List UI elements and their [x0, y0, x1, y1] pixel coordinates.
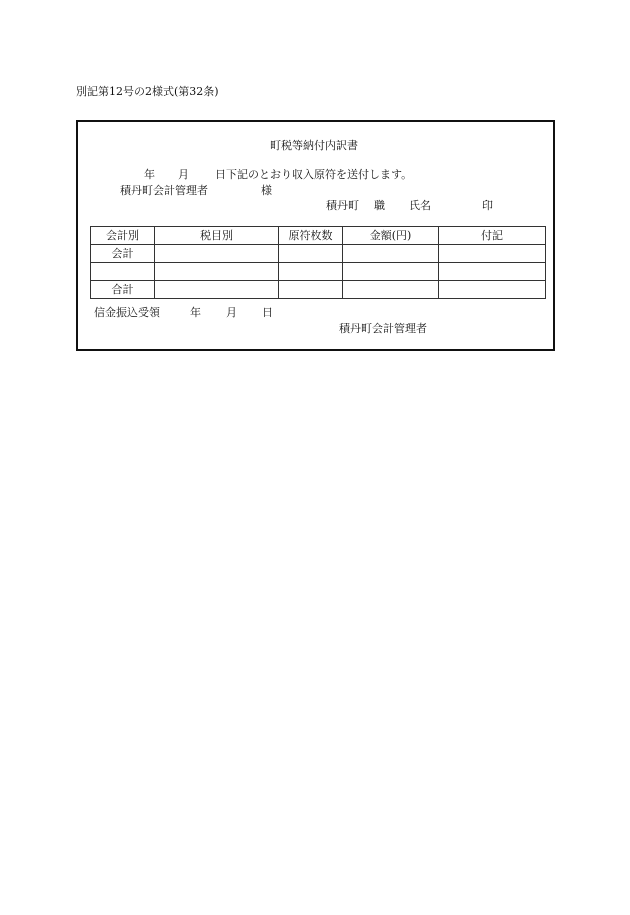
form-reference: 別記第12号の2様式(第32条) — [76, 85, 219, 98]
form-title: 町税等納付内訳書 — [270, 139, 358, 152]
receipt-year: 年 — [190, 306, 201, 319]
cell-tax-item — [155, 281, 279, 299]
seal-mark: 印 — [482, 199, 493, 212]
sender-name-label: 氏名 — [409, 199, 431, 212]
cell-note — [439, 245, 546, 263]
header-tax-item: 税目別 — [155, 227, 279, 245]
header-note: 付記 — [439, 227, 546, 245]
cell-amount — [343, 281, 439, 299]
cell-note — [439, 281, 546, 299]
cell-account: 合計 — [91, 281, 155, 299]
table-row — [91, 245, 546, 263]
addressee: 積丹町会計管理者 — [120, 184, 208, 197]
cell-slip-count — [279, 263, 343, 281]
sender-town: 積丹町 — [326, 199, 359, 212]
header-amount: 金額(円) — [343, 227, 439, 245]
header-account: 会計別 — [91, 227, 155, 245]
cell-account: 会計 — [91, 245, 155, 263]
cell-amount — [343, 245, 439, 263]
receipt-label: 信金振込受領 — [94, 306, 160, 319]
receipt-month: 月 — [226, 306, 237, 319]
table-header-row — [91, 227, 546, 245]
payment-breakdown-form — [76, 120, 555, 351]
cell-slip-count — [279, 281, 343, 299]
cell-note — [439, 263, 546, 281]
table-total-row — [91, 281, 546, 299]
sender-position: 職 — [374, 199, 385, 212]
header-slip-count: 原符枚数 — [279, 227, 343, 245]
table-row — [91, 263, 546, 281]
receipt-day: 日 — [262, 306, 273, 319]
cell-slip-count — [279, 245, 343, 263]
date-year: 年 — [144, 168, 155, 181]
receipt-signer: 積丹町会計管理者 — [339, 322, 427, 335]
breakdown-table — [90, 226, 546, 299]
cell-amount — [343, 263, 439, 281]
cell-tax-item — [155, 263, 279, 281]
cell-tax-item — [155, 245, 279, 263]
cell-account — [91, 263, 155, 281]
date-month: 月 — [178, 168, 189, 181]
addressee-honorific: 様 — [261, 184, 272, 197]
date-day-statement: 日下記のとおり収入原符を送付します。 — [215, 168, 413, 181]
